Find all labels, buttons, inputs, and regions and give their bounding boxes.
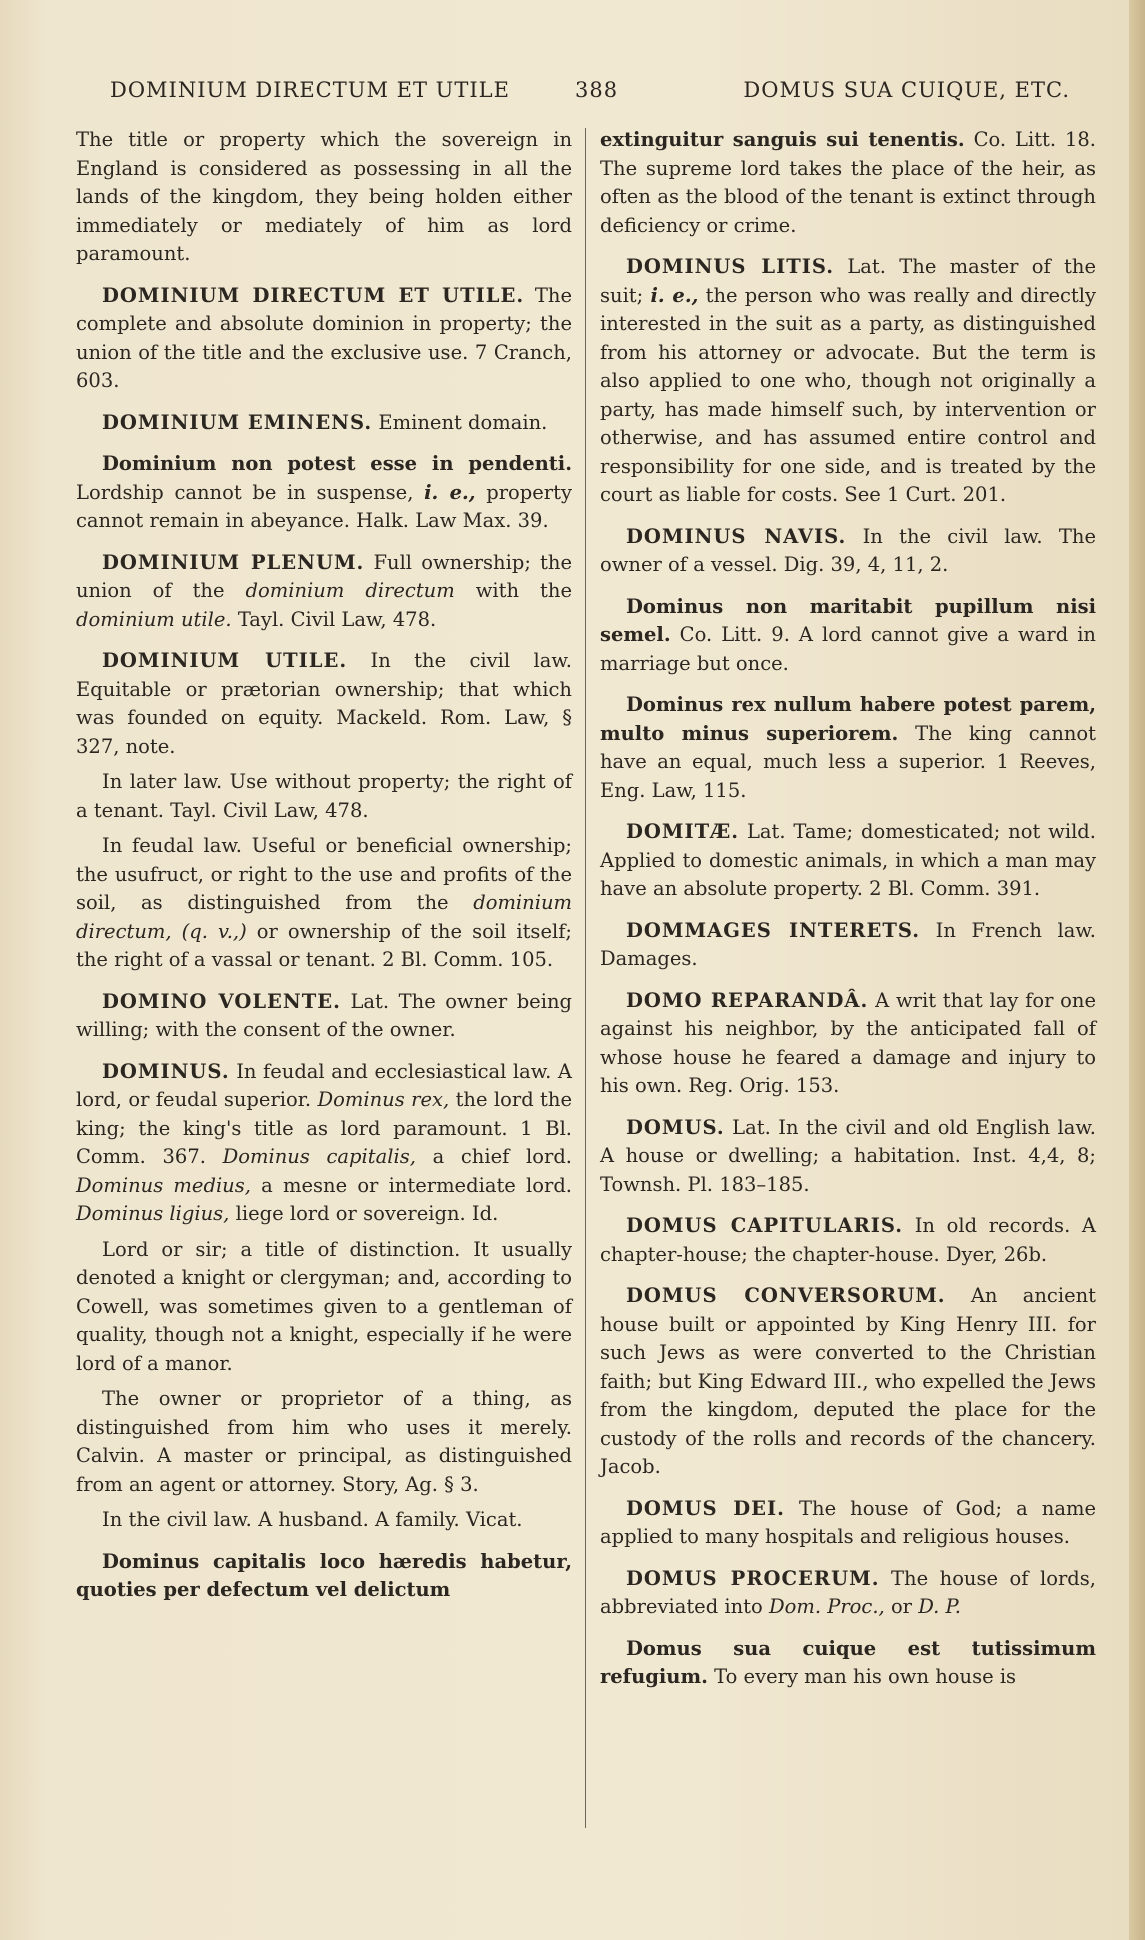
entry-text: The house of God; a name applied to many hospitals and religious houses.	[600, 1496, 1097, 1548]
entry-italic: Dominus capitalis,	[222, 1145, 416, 1168]
entry-dominium-utile	[76, 647, 572, 761]
maxim-headword: extinguitur sanguis sui tenentis.	[600, 128, 965, 151]
entry-text: The owner or proprietor of a thing, as distinguished from him who uses it merely. Calvin. A master or principal, as distinguished from an agent or attorney. Story, Ag. § 3.	[76, 1387, 572, 1496]
entry-headword: DOMINIUM PLENUM.	[102, 550, 365, 574]
entry-subsense	[76, 1506, 572, 1535]
entry-headword: DOMINIUM EMINENS.	[102, 410, 373, 434]
entry-subsense	[76, 768, 572, 825]
entry-headword: DOMUS CAPITULARIS.	[626, 1214, 904, 1237]
entry-domo-reparanda	[600, 987, 1096, 1101]
entry-text: Eminent domain.	[378, 410, 548, 434]
entry-text: In old records. A chapter-house; the chapter-house. Dyer, 26b.	[600, 1214, 1096, 1266]
header-right-guide-word: DOMUS SUA CUIQUE, ETC.	[743, 78, 1070, 102]
entry-text: or ownership of the soil itself; the right of a vassal or tenant. 2 Bl. Comm. 105.	[76, 919, 573, 971]
entry-text: a chief lord.	[432, 1145, 573, 1168]
entry-domus-conversorum	[600, 1282, 1096, 1482]
entry-text: Lat. Tame; domesticated; not wild. Applied to domestic animals, in which a man may have an absolute property. 2 Bl. Comm. 391.	[600, 820, 1096, 900]
entry-text: Co. Litt. 18. The supreme lord takes the place of the heir, as often as the blood of the tenant is extinct through deficiency or crime.	[600, 128, 1096, 237]
maxim-headword: Dominus capitalis loco hæredis habetur, quoties per defectum vel delictum	[76, 1549, 572, 1601]
entry-text: To every man his own house is	[714, 1665, 1017, 1688]
entry-subsense	[76, 1236, 572, 1379]
entry-headword: DOMUS PROCERUM.	[626, 1566, 880, 1590]
entry-text: In the civil law. Equitable or prætorian ownership; that which was founded on equity. Mackeld. Rom. Law, § 327, note.	[76, 649, 572, 758]
entry-text: with the	[475, 579, 572, 602]
entry-italic: (q. v.,)	[181, 919, 247, 943]
entry-maxim-dominus-rex	[600, 691, 1096, 805]
entry-italic: Dom. Proc.,	[768, 1595, 885, 1618]
entry-continuation	[600, 126, 1096, 240]
right-column	[600, 126, 1096, 1705]
entry-text: liege lord or sovereign. Id.	[235, 1202, 499, 1225]
running-header	[110, 78, 1070, 106]
entry-text: The house of lords, abbreviated into	[600, 1566, 1096, 1618]
entry-domus-procerum	[600, 1565, 1096, 1622]
entry-subsense	[76, 1385, 572, 1499]
entry-text: Lat. In the civil and old English law. A house or dwelling; a habitation. Inst. 4,4, 8; Townsh. Pl. 183–185.	[600, 1115, 1096, 1196]
entry-dominus-litis	[600, 253, 1096, 510]
entry-maxim-domus-sua-cuique	[600, 1635, 1096, 1692]
entry-italic: dominium utile.	[76, 607, 232, 631]
entry-domus-dei	[600, 1495, 1096, 1552]
entry-domus	[600, 1114, 1096, 1200]
column-divider	[585, 128, 586, 1828]
entry-text: Lat. The master of the suit;	[600, 255, 1096, 307]
entry-headword: DOMINIUM DIRECTUM ET UTILE.	[102, 283, 525, 307]
entry-text: or	[890, 1595, 912, 1618]
entry-headword: DOMINUS NAVIS.	[626, 524, 847, 548]
entry-italic: dominium directum	[245, 579, 455, 602]
entry-text: Tayl. Civil Law, 478.	[237, 607, 437, 631]
entry-headword: DOMUS CONVERSORUM.	[626, 1284, 946, 1307]
entry-text: the person who was really and directly interested in the suit as a party, as distinguished from his attorney or advocate. But the term is also applied to one who, though not originally a party, has made himself such, by intervention or otherwise, and has assumed entire control and responsibility for one side, and is treated by the court as liable for costs. See 1 Curt. 201.	[600, 283, 1097, 506]
entry-text: An ancient house built or appointed by King Henry III. for such Jews as were converted to the Christian faith; but King Edward III., who expelled the Jews from the kingdom, deputed the place for the custody of the rolls and records of the chancery. Jacob.	[600, 1284, 1097, 1478]
entry-subsense	[76, 832, 572, 975]
page-number: 388	[575, 78, 619, 102]
entry-italic: Dominus ligius,	[76, 1202, 230, 1225]
entry-text: The king cannot have an equal, much less a superior. 1 Reeves, Eng. Law, 115.	[600, 721, 1097, 802]
entry-italic: Dominus medius,	[76, 1173, 251, 1197]
entry-dominium-plenum	[76, 549, 572, 635]
entry-text: In the civil law. The owner of a vessel. Dig. 39, 4, 11, 2.	[600, 524, 1096, 576]
entry-text: a mesne or intermediate lord.	[261, 1173, 572, 1197]
entry-headword: DOMMAGES INTERETS.	[626, 918, 921, 942]
entry-text: Lordship cannot be in suspense,	[76, 480, 414, 504]
entry-headword: DOMUS.	[626, 1115, 725, 1139]
maxim-headword: Dominium non potest esse in pendenti.	[102, 452, 572, 475]
entry-headword: DOMUS DEI.	[626, 1496, 785, 1520]
entry-maxim-dominium-non-potest	[76, 450, 572, 536]
entry-continuation	[76, 126, 572, 269]
entry-text: Full ownership; the union of the	[76, 550, 572, 602]
entry-text: In feudal law. Useful or beneficial ownership; the usufruct, or right to the use and profits of the soil, as distinguished from the	[76, 834, 572, 914]
header-left-guide-word: DOMINIUM DIRECTUM ET UTILE	[110, 78, 510, 102]
entry-dommages-interets	[600, 917, 1096, 974]
entry-text: In the civil law. A husband. A family. Vicat.	[102, 1508, 523, 1531]
entry-italic: Dominus rex,	[317, 1088, 450, 1111]
page-binding-edge	[1129, 0, 1145, 1940]
entry-text: property cannot remain in abeyance. Halk. Law Max. 39.	[76, 480, 572, 532]
maxim-headword: Domus sua cuique est tutissimum refugium.	[600, 1636, 1096, 1688]
entry-text: A writ that lay for one against his neighbor, by the anticipated fall of whose house he feared a damage and injury to his own. Reg. Orig. 153.	[600, 988, 1097, 1097]
entry-text: In feudal and ecclesiastical law. A lord, or feudal superior.	[76, 1059, 573, 1111]
maxim-headword: Dominus rex nullum habere potest parem, multo minus superiorem.	[600, 693, 1096, 745]
entry-domus-capitularis	[600, 1212, 1096, 1269]
entry-domino-volente	[76, 988, 572, 1045]
entry-text: Lat. The owner being willing; with the consent of the owner.	[76, 989, 573, 1041]
entry-text: Lord or sir; a title of distinction. It usually denoted a knight or clergyman; and, according to Cowell, was sometimes given to a gentleman of quality, though not a knight, especially if he were lord of a manor.	[76, 1237, 572, 1375]
maxim-headword: Dominus non maritabit pupillum nisi semel.	[600, 594, 1096, 646]
entry-maxim-dominus-non-maritabit	[600, 593, 1096, 679]
entry-italic: D. P.	[918, 1595, 961, 1618]
entry-maxim-dominus-capitalis	[76, 1548, 572, 1605]
entry-dominus	[76, 1058, 572, 1229]
entry-domitae	[600, 818, 1096, 904]
left-column	[76, 126, 572, 1618]
entry-text: The complete and absolute dominion in property; the union of the title and the exclusive use. 7 Cranch, 603.	[76, 283, 572, 392]
entry-dominium-eminens	[76, 409, 572, 438]
entry-italic: i. e.,	[650, 283, 699, 307]
entry-headword: DOMINUS LITIS.	[626, 255, 835, 278]
entry-headword: DOMINUS.	[102, 1059, 230, 1083]
entry-text: Co. Litt. 9. A lord cannot give a ward in marriage but once.	[600, 623, 1096, 675]
entry-text: The title or property which the sovereign in England is considered as possessing in all the lands of the kingdom, they being holden either immediately or mediately of him as lord paramount.	[76, 128, 572, 265]
entry-headword: DOMITÆ.	[626, 820, 740, 843]
entry-headword: DOMINO VOLENTE.	[102, 989, 341, 1013]
entry-italic: i. e.,	[424, 480, 476, 504]
entry-text: In later law. Use without property; the right of a tenant. Tayl. Civil Law, 478.	[76, 770, 572, 822]
entry-italic: dominium directum,	[76, 891, 573, 943]
entry-text: the lord the king; the king's title as lord paramount. 1 Bl. Comm. 367.	[76, 1088, 572, 1168]
entry-dominus-navis	[600, 523, 1096, 580]
entry-text: In French law. Damages.	[600, 918, 1096, 970]
entry-headword: DOMINIUM UTILE.	[102, 649, 348, 672]
entry-dominium-directum-et-utile	[76, 282, 572, 396]
entry-headword: DOMO REPARANDÂ.	[626, 988, 869, 1012]
